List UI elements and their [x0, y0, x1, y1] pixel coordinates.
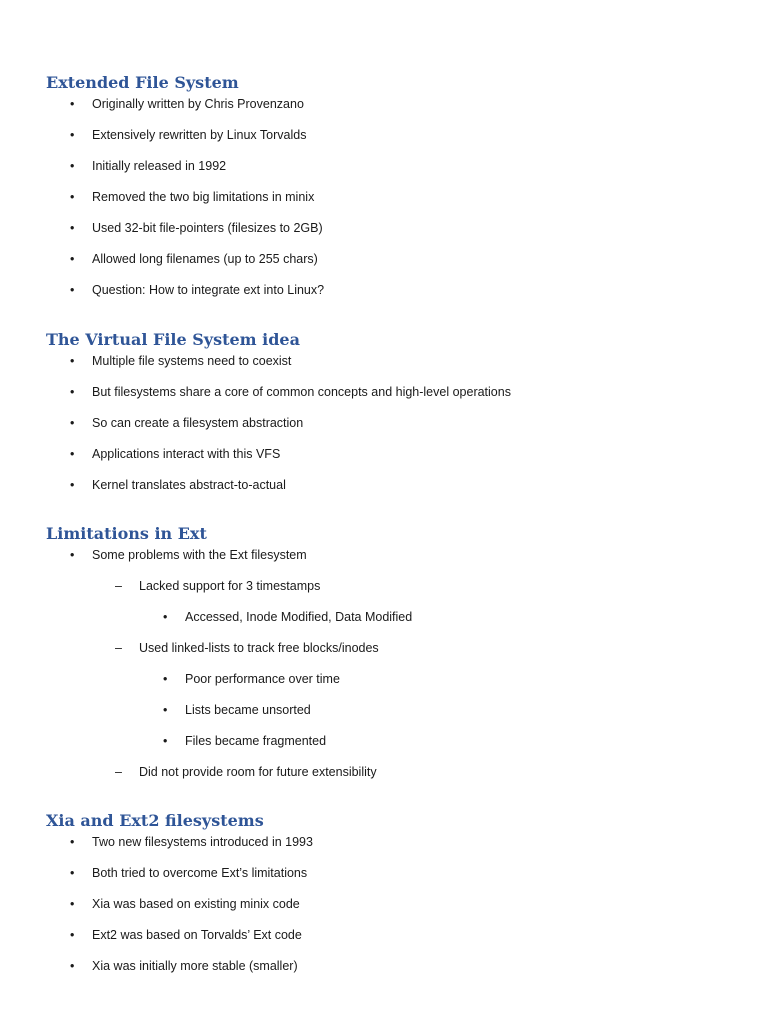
list-item-level-1: [70, 415, 304, 431]
bullet-icon: •: [163, 672, 168, 686]
section-heading: Limitations in Ext: [46, 524, 207, 543]
bullet-icon: •: [70, 866, 75, 880]
list-item-text: Removed the two big limitations in minix: [92, 190, 315, 204]
list-item-level-1: [70, 251, 318, 267]
list-item-text: So can create a filesystem abstraction: [92, 416, 304, 430]
list-item-level-2: [115, 764, 377, 780]
list-item-level-1: [70, 896, 300, 912]
list-item-level-1: [70, 547, 307, 563]
list-item-text: Both tried to overcome Ext’s limitations: [92, 866, 308, 880]
list-item-level-1: [70, 220, 323, 236]
list-item-text: Used linked-lists to track free blocks/inodes: [139, 641, 379, 655]
bullet-icon: •: [70, 548, 75, 562]
list-item-text: Files became fragmented: [185, 734, 327, 748]
dash-bullet-icon: –: [115, 641, 122, 655]
section-heading: The Virtual File System idea: [46, 330, 300, 349]
bullet-icon: •: [70, 447, 75, 461]
bullet-icon: •: [70, 416, 75, 430]
list-item-level-3: [163, 609, 413, 625]
dash-bullet-icon: –: [115, 765, 122, 779]
list-item-level-1: [70, 282, 325, 298]
bullet-icon: •: [163, 734, 168, 748]
bullet-icon: •: [70, 97, 75, 111]
list-item-text: Some problems with the Ext filesystem: [92, 548, 307, 562]
list-item-text: Kernel translates abstract-to-actual: [92, 478, 286, 492]
list-item-level-3: [163, 733, 327, 749]
list-item-level-3: [163, 702, 311, 718]
list-item-text: Xia was based on existing minix code: [92, 897, 300, 911]
list-item-text: Allowed long filenames (up to 255 chars): [92, 252, 318, 266]
list-item-text: Xia was initially more stable (smaller): [92, 959, 298, 973]
list-item-level-1: [70, 189, 315, 205]
list-item-text: Initially released in 1992: [92, 159, 227, 173]
list-item-text: Question: How to integrate ext into Linux?: [92, 283, 325, 297]
list-item-text: Poor performance over time: [185, 672, 340, 686]
list-item-level-1: [70, 834, 313, 850]
section-heading: Xia and Ext2 filesystems: [46, 811, 264, 830]
list-item-level-1: [70, 865, 308, 881]
list-item-level-1: [70, 384, 511, 400]
list-item-level-2: [115, 640, 379, 656]
bullet-icon: •: [163, 703, 168, 717]
bullet-icon: •: [70, 221, 75, 235]
bullet-icon: •: [70, 283, 75, 297]
bullet-icon: •: [163, 610, 168, 624]
list-item-level-2: [115, 578, 321, 594]
bullet-icon: •: [70, 128, 75, 142]
list-item-text: Extensively rewritten by Linux Torvalds: [92, 128, 307, 142]
list-item-text: Lists became unsorted: [185, 703, 311, 717]
list-item-text: Multiple file systems need to coexist: [92, 354, 292, 368]
list-item-text: Accessed, Inode Modified, Data Modified: [185, 610, 413, 624]
list-item-text: Two new filesystems introduced in 1993: [92, 835, 313, 849]
list-item-level-1: [70, 127, 307, 143]
bullet-icon: •: [70, 835, 75, 849]
list-item-level-1: [70, 96, 304, 112]
list-item-text: Applications interact with this VFS: [92, 447, 281, 461]
list-item-level-1: [70, 353, 292, 369]
list-item-level-1: [70, 927, 302, 943]
list-item-text: But filesystems share a core of common concepts and high-level operations: [92, 385, 511, 399]
bullet-icon: •: [70, 252, 75, 266]
list-item-text: Did not provide room for future extensibility: [139, 765, 377, 779]
section-heading: Extended File System: [46, 73, 239, 92]
bullet-icon: •: [70, 928, 75, 942]
bullet-icon: •: [70, 478, 75, 492]
bullet-icon: •: [70, 354, 75, 368]
dash-bullet-icon: –: [115, 579, 122, 593]
list-item-text: Lacked support for 3 timestamps: [139, 579, 321, 593]
list-item-level-1: [70, 158, 227, 174]
bullet-icon: •: [70, 190, 75, 204]
bullet-icon: •: [70, 159, 75, 173]
bullet-icon: •: [70, 385, 75, 399]
bullet-icon: •: [70, 897, 75, 911]
list-item-level-1: [70, 446, 281, 462]
list-item-text: Ext2 was based on Torvalds’ Ext code: [92, 928, 302, 942]
bullet-icon: •: [70, 959, 75, 973]
list-item-text: Originally written by Chris Provenzano: [92, 97, 304, 111]
list-item-level-1: [70, 958, 298, 974]
list-item-level-3: [163, 671, 340, 687]
list-item-level-1: [70, 477, 286, 493]
list-item-text: Used 32-bit file-pointers (filesizes to 2GB): [92, 221, 323, 235]
